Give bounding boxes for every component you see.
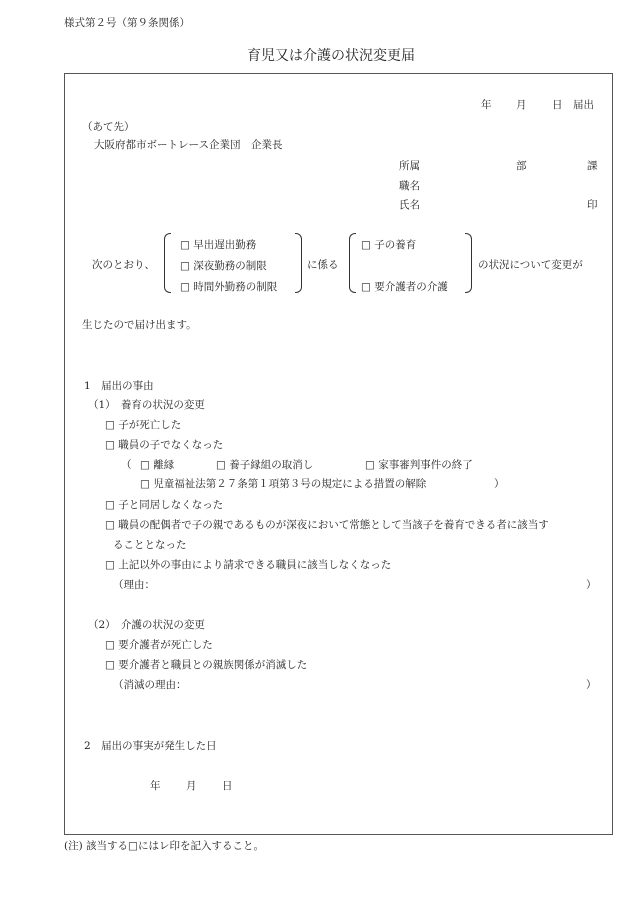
option-nursing-care[interactable]: □ 要介護者の介護 [361,281,448,293]
reason-close-paren: ） [586,579,597,591]
checkbox-other-reason[interactable]: □ 上記以外の事由により請求できる職員に該当しなくなった [105,559,392,571]
section1-heading: 1 届出の事由 [84,380,154,392]
form-number: 様式第２号（第９条関係） [64,17,190,29]
section-label: 課 [587,160,598,172]
sub-open-paren: （ [121,459,132,471]
job-title-label: 職名 [399,180,420,192]
checkbox-child-died[interactable]: □ 子が死亡した [105,419,182,431]
addressee-label: （あて先） [82,121,135,133]
intro-line2: 生じたので届け出ます。 [82,319,197,331]
page-title: 育児又は介護の状況変更届 [247,48,415,64]
option-overtime-limit[interactable]: □ 時間外勤務の制限 [180,281,278,293]
department-label: 部 [516,160,527,172]
checkbox-care-recipient-died[interactable]: □ 要介護者が死亡した [105,639,213,651]
name-label: 氏名 [399,199,420,211]
reason-label: （理由： [113,579,155,591]
extinction-reason-label: （消滅の理由： [113,679,187,691]
occurrence-month-label: 月 [186,780,197,792]
addressee-name: 大阪府都市ボートレース企業団 企業長 [94,139,283,151]
intro-tail: の状況について変更が [478,259,583,271]
occurrence-year-label: 年 [150,780,161,792]
checkbox-not-cohabiting[interactable]: □ 子と同居しなくなった [105,499,224,511]
date-month-label: 月 [516,99,527,111]
affiliation-label: 所属 [399,160,420,172]
nursing-change-heading: （2） 介護の状況の変更 [88,619,205,631]
date-day-label: 日 [552,99,563,111]
right-bracket-open [349,233,356,293]
option-night-limit[interactable]: □ 深夜勤務の制限 [180,260,267,272]
checkbox-welfare-measure-release[interactable]: □ 児童福祉法第２７条第１項第３号の規定による措置の解除 [140,478,427,490]
date-year-label: 年 [481,99,492,111]
checkbox-spouse-can-care-cont: ることとなった [113,539,187,551]
checkbox-family-court-end[interactable]: □ 家事審判事件の終了 [365,459,473,471]
checkbox-dissolution[interactable]: □ 離縁 [140,459,175,471]
extinction-reason-close: ） [586,679,597,691]
childcare-change-heading: （1） 養育の状況の変更 [88,399,205,411]
checkbox-no-longer-child[interactable]: □ 職員の子でなくなった [105,439,224,451]
checkbox-spouse-can-care[interactable]: □ 職員の配偶者で子の親であるものが深夜において常態として当該子を養育できる者に該当す [105,519,549,531]
intro-lead: 次のとおり、 [92,259,155,271]
seal-label: 印 [587,199,598,211]
form-frame [64,73,613,835]
sub-close-paren: ） [494,478,505,490]
checkbox-kinship-ended[interactable]: □ 要介護者と職員との親族関係が消滅した [105,659,308,671]
checkbox-adoption-cancel[interactable]: □ 養子縁組の取消し [216,459,314,471]
submitted-label: 届出 [573,99,594,111]
intro-middle: に係る [307,259,339,271]
option-early-late-shift[interactable]: □ 早出遅出勤務 [180,239,257,251]
left-bracket-open [164,233,171,293]
right-bracket-close [465,233,472,293]
occurrence-day-label: 日 [222,780,233,792]
section2-heading: 2 届出の事実が発生した日 [84,740,217,752]
footnote: (注) 該当する□にはレ印を記入すること。 [64,840,264,852]
option-childcare[interactable]: □ 子の養育 [361,239,417,251]
left-bracket-close [295,233,302,293]
